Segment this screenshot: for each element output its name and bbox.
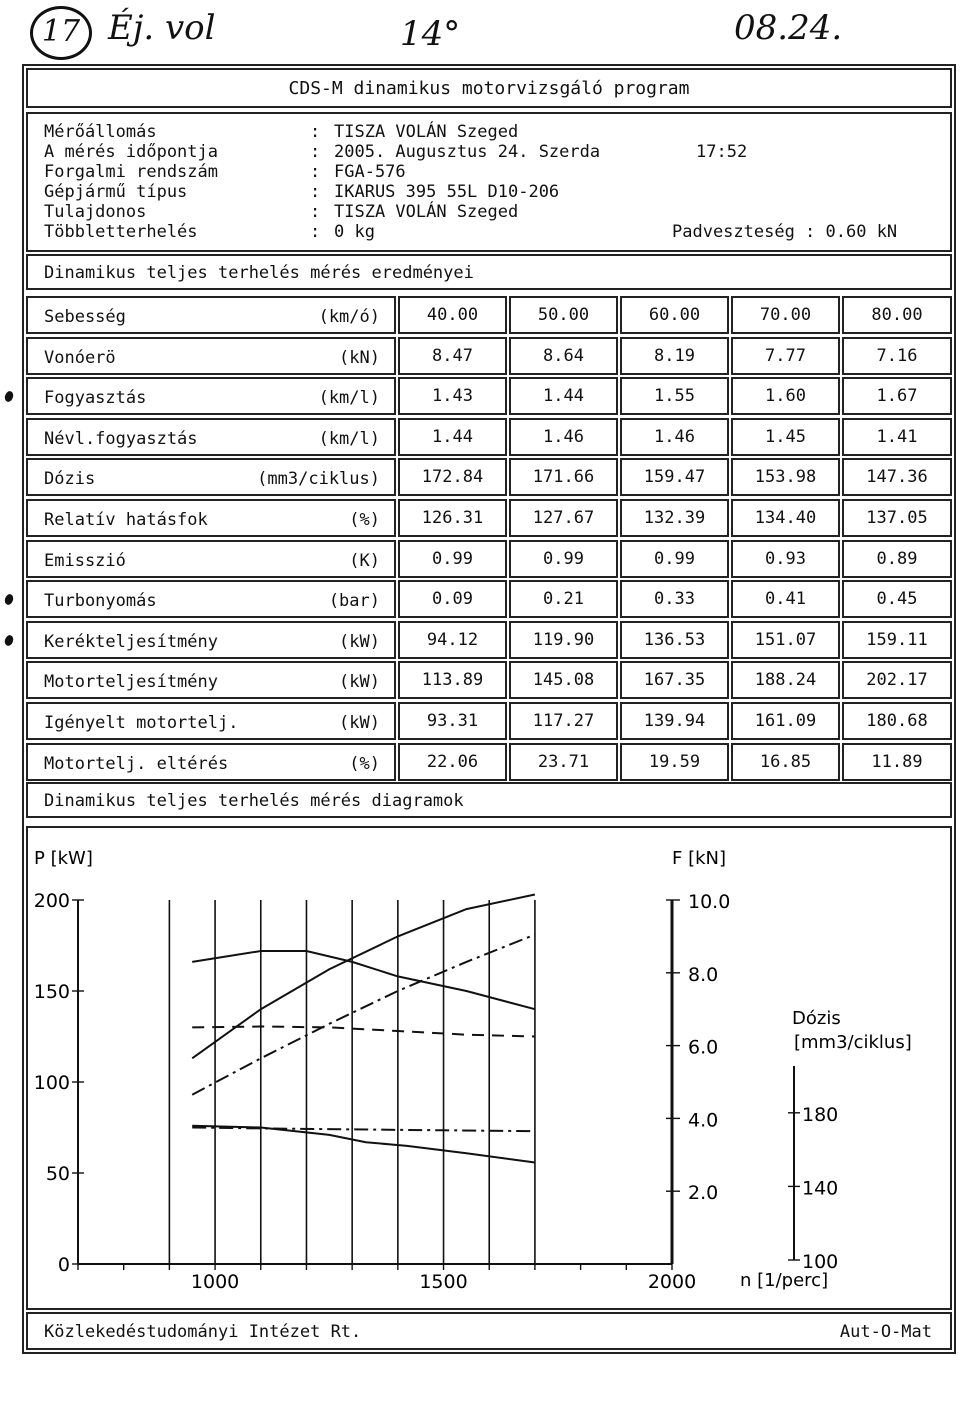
table-cell: 139.94 [620, 702, 729, 740]
table-cell: 8.19 [620, 337, 729, 375]
table-row [26, 661, 952, 699]
row-unit: (K) [349, 550, 380, 571]
table-cell: 171.66 [509, 458, 618, 496]
row-name: Relatív hatásfok [44, 510, 208, 530]
row-unit: (kW) [339, 631, 380, 652]
section-results-title: Dinamikus teljes terhelés mérés eredményei [26, 254, 952, 290]
table-row [26, 418, 952, 456]
dose-tick-label: 140 [802, 1177, 839, 1200]
info-value-extra-load: 0 kg [334, 222, 375, 242]
x-tick-label: 2000 [647, 1271, 697, 1293]
left-axis-label: P [kW] [34, 848, 93, 869]
table-cell: 1.46 [509, 418, 618, 456]
table-cell: 0.93 [731, 540, 840, 578]
series-line-3 [192, 1027, 535, 1037]
row-unit: (km/l) [318, 428, 380, 449]
table-cell: 8.47 [398, 337, 507, 375]
x-axis-label: n [1/perc] [740, 1270, 829, 1291]
table-row [26, 296, 952, 334]
row-name: Motorteljesítmény [44, 672, 218, 693]
row-name: Emisszió [44, 550, 126, 571]
table-cell: 1.45 [731, 418, 840, 456]
dose-tick-label: 100 [802, 1251, 839, 1273]
table-cell: 19.59 [620, 743, 729, 781]
table-cell: 7.16 [842, 337, 952, 375]
row-name: Motortelj. eltérés [44, 753, 229, 774]
table-cell: 1.41 [842, 418, 952, 456]
row-unit: (bar) [328, 591, 380, 612]
row-name: Fogyasztás [44, 388, 147, 409]
left-tick-label: 100 [33, 1072, 70, 1094]
info-sep: : [310, 202, 321, 222]
table-cell: 94.12 [398, 621, 507, 659]
info-value-time: 17:52 [696, 142, 748, 162]
row-unit: (%) [349, 510, 380, 530]
table-cell: 0.99 [509, 540, 618, 578]
dose-axis-label-2: [mm3/ciklus] [794, 1032, 912, 1053]
info-sep: : [310, 222, 321, 242]
diagram-area [26, 826, 952, 1310]
table-cell: 119.90 [509, 621, 618, 659]
table-row [26, 702, 952, 740]
row-name: Névl.fogyasztás [44, 428, 198, 449]
measurement-info [26, 112, 952, 252]
row-label [26, 540, 396, 578]
row-label [26, 621, 396, 659]
table-cell: 151.07 [731, 621, 840, 659]
dose-tick-label: 180 [802, 1103, 839, 1126]
table-cell: 1.44 [509, 377, 618, 415]
row-name: Igényelt motortelj. [44, 713, 239, 733]
table-cell: 1.55 [620, 377, 729, 415]
report-title: CDS-M dinamikus motorvizsgáló program [26, 68, 952, 108]
info-value-plate: FGA-576 [334, 162, 406, 182]
x-tick-label: 1500 [419, 1271, 468, 1293]
left-tick-label: 200 [33, 890, 70, 912]
info-value-owner: TISZA VOLÁN Szeged [334, 202, 519, 222]
row-unit: (kW) [339, 713, 380, 733]
row-name: Kerékteljesítmény [44, 631, 218, 652]
series-line-2 [192, 935, 535, 1095]
row-name: Turbonyomás [44, 591, 157, 612]
table-cell: 1.44 [398, 418, 507, 456]
section-diagrams-title: Dinamikus teljes terhelés mérés diagramok [26, 782, 952, 818]
table-cell: 23.71 [509, 743, 618, 781]
table-cell: 0.09 [398, 580, 507, 618]
row-label [26, 296, 396, 334]
row-unit: (km/l) [318, 388, 380, 409]
series-line-4 [192, 951, 535, 1009]
right-tick-label: 4.0 [688, 1109, 719, 1132]
footer-institute: Közlekedéstudományi Intézet Rt. [44, 1322, 362, 1342]
row-label [26, 458, 396, 496]
info-label-date: A mérés időpontja [44, 142, 218, 162]
left-tick-label: 150 [33, 981, 70, 1003]
table-cell: 1.43 [398, 377, 507, 415]
table-cell: 202.17 [842, 661, 952, 699]
info-sep: : [310, 122, 321, 142]
table-row [26, 621, 952, 659]
row-label [26, 743, 396, 781]
row-label [26, 661, 396, 699]
handwritten-temperature: 14° [400, 14, 461, 54]
report-footer [26, 1312, 952, 1350]
table-cell: 145.08 [509, 661, 618, 699]
row-unit: (km/ó) [318, 307, 380, 327]
table-cell: 93.31 [398, 702, 507, 740]
handwritten-number: 17 [30, 6, 92, 60]
footer-software: Aut-O-Mat [839, 1322, 932, 1342]
table-cell: 60.00 [620, 296, 729, 334]
table-cell: 0.33 [620, 580, 729, 618]
table-cell: 126.31 [398, 499, 507, 537]
table-cell: 127.67 [509, 499, 618, 537]
table-cell: 167.35 [620, 661, 729, 699]
info-label-plate: Forgalmi rendszám [44, 162, 218, 182]
table-cell: 134.40 [731, 499, 840, 537]
handwritten-date: 08.24. [734, 8, 843, 48]
table-cell: 0.41 [731, 580, 840, 618]
table-cell: 70.00 [731, 296, 840, 334]
table-cell: 188.24 [731, 661, 840, 699]
handwritten-mark [3, 634, 14, 647]
info-sep: : [310, 182, 321, 202]
row-label [26, 377, 396, 415]
table-cell: 136.53 [620, 621, 729, 659]
table-row [26, 540, 952, 578]
row-label [26, 499, 396, 537]
table-row [26, 458, 952, 496]
table-row [26, 337, 952, 375]
row-unit: (mm3/ciklus) [257, 469, 380, 490]
row-name: Dózis [44, 469, 96, 490]
info-label-owner: Tulajdonos [44, 202, 147, 222]
table-cell: 16.85 [731, 743, 840, 781]
row-label [26, 702, 396, 740]
info-value-bench-loss: Padveszteség : 0.60 kN [672, 222, 898, 242]
table-cell: 153.98 [731, 458, 840, 496]
performance-chart [28, 828, 950, 1308]
table-cell: 172.84 [398, 458, 507, 496]
info-value-station: TISZA VOLÁN Szeged [334, 122, 519, 142]
table-cell: 161.09 [731, 702, 840, 740]
table-cell: 137.05 [842, 499, 952, 537]
table-cell: 147.36 [842, 458, 952, 496]
table-cell: 40.00 [398, 296, 507, 334]
handwritten-note: Éj. vol [108, 8, 216, 48]
table-row [26, 743, 952, 781]
table-cell: 80.00 [842, 296, 952, 334]
dose-axis-label-1: Dózis [792, 1008, 841, 1029]
left-tick-label: 50 [45, 1163, 70, 1185]
table-cell: 8.64 [509, 337, 618, 375]
row-name: Vonóerö [44, 347, 116, 368]
row-label [26, 418, 396, 456]
row-unit: (kW) [339, 672, 380, 693]
info-value-date: 2005. Augusztus 24. Szerda [334, 142, 601, 162]
right-tick-label: 6.0 [688, 1036, 719, 1059]
table-cell: 159.11 [842, 621, 952, 659]
series-line-1 [192, 895, 535, 1059]
handwritten-mark [3, 390, 14, 403]
table-cell: 0.45 [842, 580, 952, 618]
x-tick-label: 1000 [190, 1271, 240, 1293]
row-unit: (kN) [339, 347, 380, 368]
table-cell: 0.89 [842, 540, 952, 578]
table-cell: 0.99 [398, 540, 507, 578]
row-name: Sebesség [44, 307, 126, 327]
table-cell: 1.60 [731, 377, 840, 415]
row-label [26, 580, 396, 618]
info-value-type: IKARUS 395 55L D10-206 [334, 182, 560, 202]
info-sep: : [310, 142, 321, 162]
right-axis-label: F [kN] [672, 848, 727, 869]
row-unit: (%) [349, 753, 380, 774]
table-cell: 7.77 [731, 337, 840, 375]
table-cell: 1.67 [842, 377, 952, 415]
info-sep: : [310, 162, 321, 182]
series-line-6 [192, 1128, 535, 1132]
right-tick-label: 8.0 [688, 963, 719, 986]
left-tick-label: 0 [57, 1254, 70, 1276]
info-label-station: Mérőállomás [44, 122, 157, 142]
table-cell: 159.47 [620, 458, 729, 496]
table-cell: 117.27 [509, 702, 618, 740]
row-label [26, 337, 396, 375]
table-cell: 11.89 [842, 743, 952, 781]
table-cell: 0.99 [620, 540, 729, 578]
right-tick-label: 2.0 [688, 1182, 719, 1205]
table-cell: 50.00 [509, 296, 618, 334]
info-label-extra-load: Többletterhelés [44, 222, 198, 242]
handwritten-mark [3, 593, 14, 606]
info-label-type: Gépjármű típus [44, 182, 188, 202]
table-cell: 0.21 [509, 580, 618, 618]
table-cell: 113.89 [398, 661, 507, 699]
table-cell: 22.06 [398, 743, 507, 781]
table-row [26, 377, 952, 415]
table-cell: 180.68 [842, 702, 952, 740]
table-cell: 132.39 [620, 499, 729, 537]
table-row [26, 580, 952, 618]
table-cell: 1.46 [620, 418, 729, 456]
right-tick-label: 10.0 [688, 891, 731, 913]
table-row [26, 499, 952, 537]
